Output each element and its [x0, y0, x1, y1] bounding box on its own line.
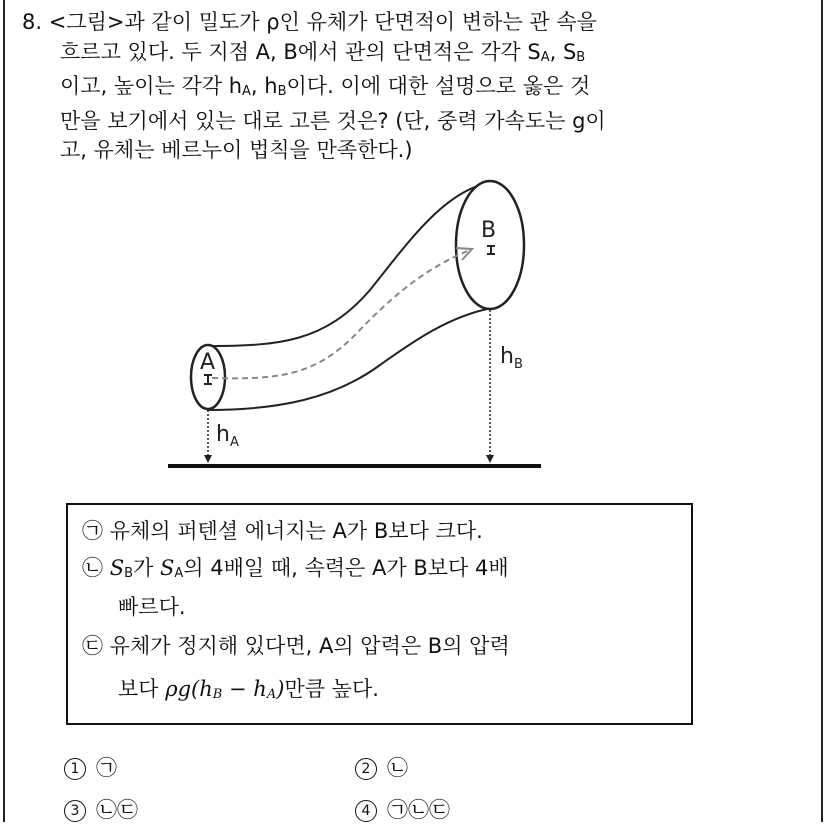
choice-number-4: 4 [355, 800, 377, 822]
question-line-2b: , S [549, 39, 577, 64]
question-line-5: 고, 유체는 베르누이 법칙을 만족한다.) [60, 138, 413, 162]
question-line-3 [22, 72, 802, 107]
choice-3[interactable] [64, 794, 138, 824]
height-arrow-b [486, 455, 494, 463]
statement-box [66, 503, 693, 725]
choice-1[interactable] [64, 752, 117, 782]
statement-2-sb: S [109, 556, 125, 580]
pipe-diagram [150, 170, 560, 490]
question-line-4: 만을 보기에서 있는 대로 고른 것은? (단, 중력 가속도는 g이 [60, 108, 606, 133]
choice-answer-2: ㉡ [387, 756, 408, 780]
label-ha: $h_A$ [216, 422, 239, 450]
formula-minus-h: − h [222, 677, 267, 701]
statement-2-mark: ㉡ [82, 556, 110, 580]
formula-close: ) [276, 677, 285, 701]
choice-number-1: 1 [64, 758, 86, 780]
pipe-body [208, 182, 492, 410]
subscript-b: B [576, 49, 586, 65]
choice-answer-1: ㉠ [96, 756, 117, 780]
label-hb: $h_B$ [500, 344, 523, 372]
question-line-2a: 흐르고 있다. 두 지점 A, B에서 관의 단면적은 각각 S [60, 39, 541, 64]
choice-number-3: 3 [64, 800, 86, 822]
label-a: A [200, 350, 216, 375]
statement-1: ㉠ 유체의 퍼텐셜 에너지는 A가 B보다 크다. [82, 519, 483, 543]
question-line-2 [22, 38, 802, 73]
statement-3-continued [118, 673, 379, 703]
question-line-3b: , h [250, 74, 278, 98]
subscript-ha: A [242, 84, 251, 99]
statement-3-end: 만큼 높다. [284, 677, 379, 701]
pipe-figure [150, 170, 560, 490]
choice-2[interactable] [355, 752, 408, 782]
page-border-left [3, 0, 5, 822]
choice-4[interactable] [355, 794, 450, 824]
statement-3: ㉢ 유체가 정지해 있다면, A의 압력은 B의 압력 [82, 634, 510, 658]
question-line-1 [22, 8, 802, 38]
statement-2-ga: 가 [133, 556, 160, 580]
label-b: B [481, 218, 497, 243]
subscript-a: A [540, 49, 550, 65]
formula-rho-g-h: ρg(h [165, 677, 213, 701]
question-line-3c: 이다. 이에 대한 설명으로 옳은 것 [286, 74, 591, 98]
question-line-1-text: <그림>과 같이 밀도가 ρ인 유체가 단면적이 변하는 관 속을 [48, 10, 597, 34]
question-line-3a: 이고, 높이는 각각 h [60, 74, 243, 98]
statement-2-continued: 빠르다. [118, 595, 186, 619]
choice-number-2: 2 [355, 758, 377, 780]
ground-line [168, 464, 541, 468]
formula-sub-b: B [212, 687, 223, 702]
statement-2-sb-sub: B [124, 566, 133, 581]
subscript-hb: B [277, 84, 287, 99]
choice-answer-4: ㉠㉡㉢ [387, 798, 450, 822]
page-border-right [821, 0, 823, 822]
question-text [22, 8, 802, 166]
statement-2 [82, 552, 509, 582]
statement-2-sa: S [159, 556, 175, 580]
choice-answer-3: ㉡㉢ [96, 798, 138, 822]
question-number: 8. [22, 10, 43, 34]
statement-3-boda: 보다 [118, 677, 166, 701]
formula-sub-a: A [266, 687, 277, 702]
height-arrow-a [204, 455, 212, 463]
statement-2-rest: 의 4배일 때, 속력은 A가 B보다 4배 [183, 556, 509, 580]
statement-2-sa-sub: A [174, 566, 184, 581]
